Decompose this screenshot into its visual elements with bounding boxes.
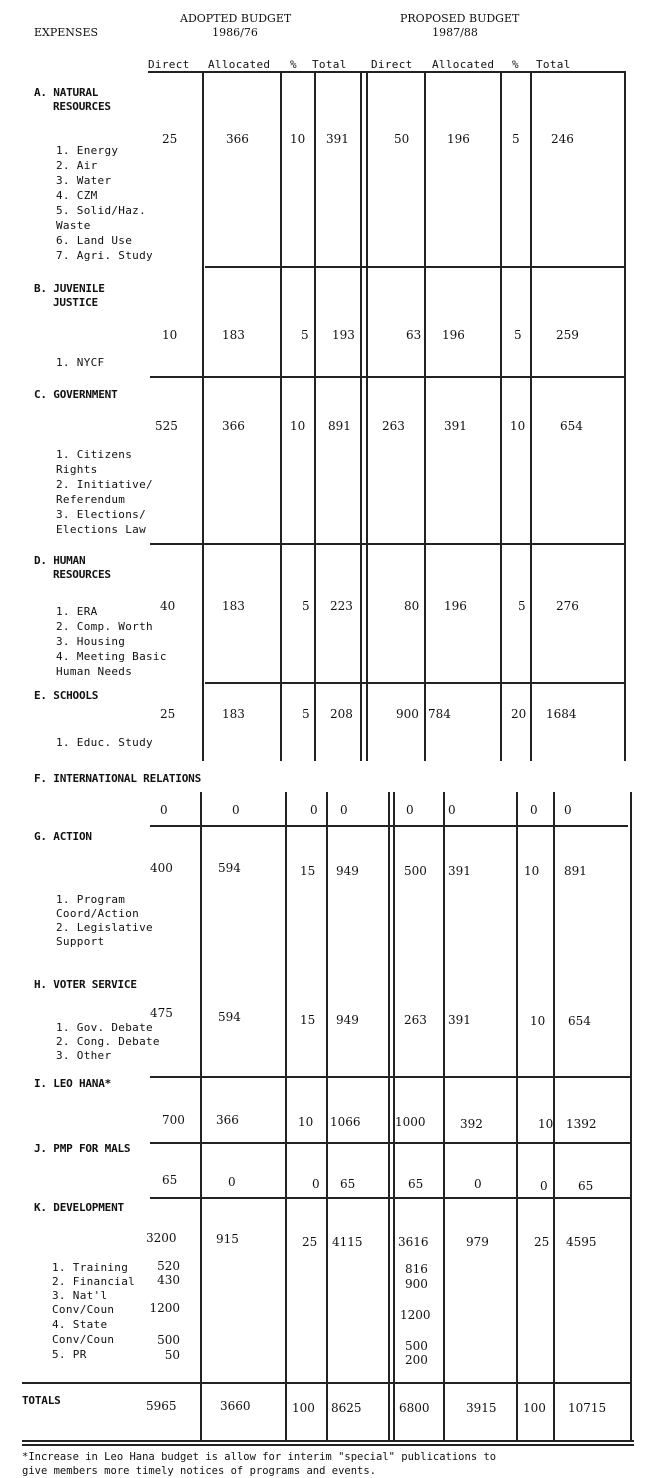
section-b-label: B. JUVENILE — [34, 282, 105, 295]
cell-value: 15 — [300, 1013, 316, 1027]
cell-value: 183 — [222, 599, 245, 613]
cell-value: 50 — [394, 132, 410, 146]
list-item: 2. Air — [56, 159, 98, 172]
cell-value: 5 — [302, 707, 310, 721]
col-pct-proposed: % — [512, 58, 519, 71]
cell-value: 65 — [162, 1173, 178, 1187]
list-item: 3. Other — [56, 1049, 112, 1062]
list-item: 5. Solid/Haz. — [56, 204, 146, 217]
cell-value: 0 — [448, 803, 456, 817]
grid-line — [285, 792, 287, 1442]
cell-value: 263 — [382, 419, 405, 433]
cell-value: 0 — [228, 1175, 236, 1189]
section-a-label-2: RESOURCES — [53, 100, 111, 113]
list-item: Coord/Action — [56, 907, 140, 920]
grid-line — [314, 71, 316, 761]
sub-value-proposed: 500 — [405, 1339, 428, 1353]
cell-value: 25 — [302, 1235, 318, 1249]
proposed-budget-year: 1987/88 — [432, 26, 478, 39]
cell-value: 366 — [216, 1113, 239, 1127]
adopted-budget-year: 1986/76 — [212, 26, 258, 39]
list-item: 3. Housing — [56, 635, 126, 648]
cell-value: 5 — [512, 132, 520, 146]
cell-value: 25 — [534, 1235, 550, 1249]
list-item: 1. NYCF — [56, 356, 105, 369]
list-item: 7. Agri. Study — [56, 249, 153, 262]
list-item: 1. Citizens — [56, 448, 133, 461]
grid-line — [366, 71, 368, 761]
section-rule — [205, 682, 625, 684]
cell-value: 5 — [302, 599, 310, 613]
cell-value: 392 — [460, 1117, 483, 1131]
section-f-label: F. INTERNATIONAL RELATIONS — [34, 772, 201, 785]
total-value: 10715 — [568, 1401, 607, 1415]
cell-value: 10 — [298, 1115, 314, 1129]
col-allocated-adopted: Allocated — [208, 58, 271, 71]
cell-value: 1066 — [330, 1115, 361, 1129]
cell-value: 3616 — [398, 1235, 429, 1249]
total-value: 100 — [292, 1401, 315, 1415]
list-item: Waste — [56, 219, 91, 232]
grid-line — [516, 792, 518, 1442]
cell-value: 20 — [511, 707, 527, 721]
list-item: Support — [56, 935, 105, 948]
totals-label: TOTALS — [22, 1394, 61, 1407]
cell-value: 1392 — [566, 1117, 597, 1131]
cell-value: 15 — [300, 864, 316, 878]
cell-value: 0 — [340, 803, 348, 817]
list-item: 2. Financial — [52, 1275, 136, 1288]
expenses-heading: EXPENSES — [34, 26, 99, 39]
cell-value: 65 — [340, 1177, 356, 1191]
cell-value: 196 — [447, 132, 470, 146]
grid-line — [500, 71, 502, 761]
list-item: 2. Cong. Debate — [56, 1035, 160, 1048]
cell-value: 784 — [428, 707, 451, 721]
col-total-proposed: Total — [536, 58, 571, 71]
cell-value: 0 — [312, 1177, 320, 1191]
grid-line — [388, 792, 390, 1442]
cell-value: 10 — [510, 419, 526, 433]
cell-value: 183 — [222, 328, 245, 342]
sub-value-proposed: 816 — [405, 1262, 428, 1276]
section-rule — [150, 1076, 630, 1078]
cell-value: 4595 — [566, 1235, 597, 1249]
section-rule — [150, 1142, 630, 1144]
cell-value: 700 — [162, 1113, 185, 1127]
list-item: 6. Land Use — [56, 234, 133, 247]
cell-value: 500 — [404, 864, 427, 878]
list-item: Elections Law — [56, 523, 146, 536]
list-item: 5. PR — [52, 1348, 87, 1361]
cell-value: 900 — [396, 707, 419, 721]
cell-value: 0 — [406, 803, 414, 817]
cell-value: 183 — [222, 707, 245, 721]
cell-value: 10 — [290, 132, 306, 146]
totals-rule — [22, 1440, 634, 1442]
cell-value: 3200 — [146, 1231, 177, 1245]
cell-value: 0 — [564, 803, 572, 817]
cell-value: 193 — [332, 328, 355, 342]
cell-value: 10 — [530, 1014, 546, 1028]
footnote-line-2: give members more timely notices of programs and events. — [22, 1465, 377, 1477]
section-rule — [150, 543, 625, 545]
cell-value: 400 — [150, 861, 173, 875]
cell-value: 10 — [538, 1117, 554, 1131]
cell-value: 10 — [290, 419, 306, 433]
cell-value: 259 — [556, 328, 579, 342]
cell-value: 246 — [551, 132, 574, 146]
cell-value: 0 — [160, 803, 168, 817]
cell-value: 196 — [442, 328, 465, 342]
adopted-budget-title: ADOPTED BUDGET — [180, 12, 292, 25]
cell-value: 654 — [560, 419, 583, 433]
list-item: Referendum — [56, 493, 126, 506]
cell-value: 40 — [160, 599, 176, 613]
cell-value: 0 — [530, 803, 538, 817]
cell-value: 0 — [232, 803, 240, 817]
cell-value: 196 — [444, 599, 467, 613]
list-item: 2. Legislative — [56, 921, 153, 934]
grid-line — [280, 71, 282, 761]
grid-line — [200, 792, 202, 1442]
cell-value: 0 — [310, 803, 318, 817]
grid-line — [553, 792, 555, 1442]
cell-value: 949 — [336, 1013, 359, 1027]
section-c-label: C. GOVERNMENT — [34, 388, 118, 401]
col-direct-proposed: Direct — [371, 58, 413, 71]
cell-value: 10 — [162, 328, 178, 342]
cell-value: 391 — [444, 419, 467, 433]
cell-value: 5 — [518, 599, 526, 613]
grid-line — [424, 71, 426, 761]
list-item: 1. Educ. Study — [56, 736, 153, 749]
section-b-label-2: JUSTICE — [53, 296, 98, 309]
sub-value-adopted: 1200 — [149, 1301, 180, 1315]
grid-line — [443, 792, 445, 1442]
section-g-label: G. ACTION — [34, 830, 92, 843]
cell-value: 366 — [222, 419, 245, 433]
header-rule — [148, 71, 626, 73]
total-value: 8625 — [331, 1401, 362, 1415]
cell-value: 594 — [218, 861, 241, 875]
sub-value-proposed: 1200 — [400, 1308, 431, 1322]
list-item: 1. Energy — [56, 144, 119, 157]
sub-value-proposed: 200 — [405, 1353, 428, 1367]
cell-value: 891 — [328, 419, 351, 433]
cell-value: 276 — [556, 599, 579, 613]
list-item: 1. Gov. Debate — [56, 1021, 153, 1034]
cell-value: 594 — [218, 1010, 241, 1024]
cell-value: 208 — [330, 707, 353, 721]
sub-value-adopted: 520 — [157, 1259, 180, 1273]
totals-rule — [22, 1444, 634, 1446]
list-item: Rights — [56, 463, 98, 476]
section-h-label: H. VOTER SERVICE — [34, 978, 137, 991]
sub-value-proposed: 900 — [405, 1277, 428, 1291]
list-item: Conv/Coun — [52, 1303, 115, 1316]
col-total-adopted: Total — [312, 58, 347, 71]
list-item: 3. Water — [56, 174, 112, 187]
cell-value: 5 — [301, 328, 309, 342]
list-item: 4. State — [52, 1318, 108, 1331]
cell-value: 65 — [578, 1179, 594, 1193]
section-i-label: I. LEO HANA* — [34, 1077, 112, 1090]
cell-value: 4115 — [332, 1235, 363, 1249]
list-item: 3. Elections/ — [56, 508, 146, 521]
section-rule — [150, 376, 625, 378]
list-item: 4. Meeting Basic — [56, 650, 167, 663]
col-direct-adopted: Direct — [148, 58, 190, 71]
section-rule — [150, 1197, 630, 1199]
total-value: 100 — [523, 1401, 546, 1415]
section-j-label: J. PMP FOR MALS — [34, 1142, 131, 1155]
footnote-line-1: *Increase in Leo Hana budget is allow for interim "special" publications to — [22, 1451, 497, 1463]
sub-value-adopted: 50 — [164, 1348, 180, 1362]
cell-value: 1000 — [395, 1115, 426, 1129]
list-item: 4. CZM — [56, 189, 98, 202]
list-item: 1. Program — [56, 893, 126, 906]
grid-line — [624, 71, 626, 761]
cell-value: 0 — [540, 1179, 548, 1193]
grid-line — [630, 792, 632, 1442]
total-value: 3915 — [466, 1401, 497, 1415]
section-rule — [205, 266, 625, 268]
grid-line — [202, 71, 204, 761]
list-item: 2. Initiative/ — [56, 478, 153, 491]
grid-line — [360, 71, 362, 761]
cell-value: 391 — [448, 1013, 471, 1027]
cell-value: 10 — [524, 864, 540, 878]
grid-line — [326, 792, 328, 1442]
cell-value: 63 — [406, 328, 422, 342]
cell-value: 1684 — [546, 707, 577, 721]
list-item: 1. Training — [52, 1261, 129, 1274]
cell-value: 654 — [568, 1014, 591, 1028]
proposed-budget-title: PROPOSED BUDGET — [400, 12, 520, 25]
total-value: 3660 — [220, 1399, 251, 1413]
cell-value: 80 — [404, 599, 420, 613]
cell-value: 25 — [162, 132, 178, 146]
cell-value: 0 — [474, 1177, 482, 1191]
cell-value: 5 — [514, 328, 522, 342]
total-value: 5965 — [146, 1399, 177, 1413]
col-allocated-proposed: Allocated — [432, 58, 495, 71]
list-item: 3. Nat'l — [52, 1289, 108, 1302]
cell-value: 25 — [160, 707, 176, 721]
col-pct-adopted: % — [290, 58, 297, 71]
cell-value: 915 — [216, 1232, 239, 1246]
section-d-label-2: RESOURCES — [53, 568, 111, 581]
cell-value: 391 — [448, 864, 471, 878]
cell-value: 525 — [155, 419, 178, 433]
section-a-label: A. NATURAL — [34, 86, 99, 99]
cell-value: 65 — [408, 1177, 424, 1191]
cell-value: 391 — [326, 132, 349, 146]
section-rule — [22, 1382, 630, 1384]
cell-value: 949 — [336, 864, 359, 878]
list-item: 2. Comp. Worth — [56, 620, 153, 633]
sub-value-adopted: 500 — [157, 1333, 180, 1347]
cell-value: 979 — [466, 1235, 489, 1249]
list-item: 1. ERA — [56, 605, 98, 618]
cell-value: 223 — [330, 599, 353, 613]
cell-value: 891 — [564, 864, 587, 878]
section-d-label: D. HUMAN — [34, 554, 86, 567]
sub-value-adopted: 430 — [157, 1273, 180, 1287]
section-k-label: K. DEVELOPMENT — [34, 1201, 124, 1214]
total-value: 6800 — [399, 1401, 430, 1415]
section-e-label: E. SCHOOLS — [34, 689, 99, 702]
list-item: Conv/Coun — [52, 1333, 115, 1346]
list-item: Human Needs — [56, 665, 133, 678]
cell-value: 475 — [150, 1006, 173, 1020]
cell-value: 263 — [404, 1013, 427, 1027]
grid-line — [530, 71, 532, 761]
cell-value: 366 — [226, 132, 249, 146]
